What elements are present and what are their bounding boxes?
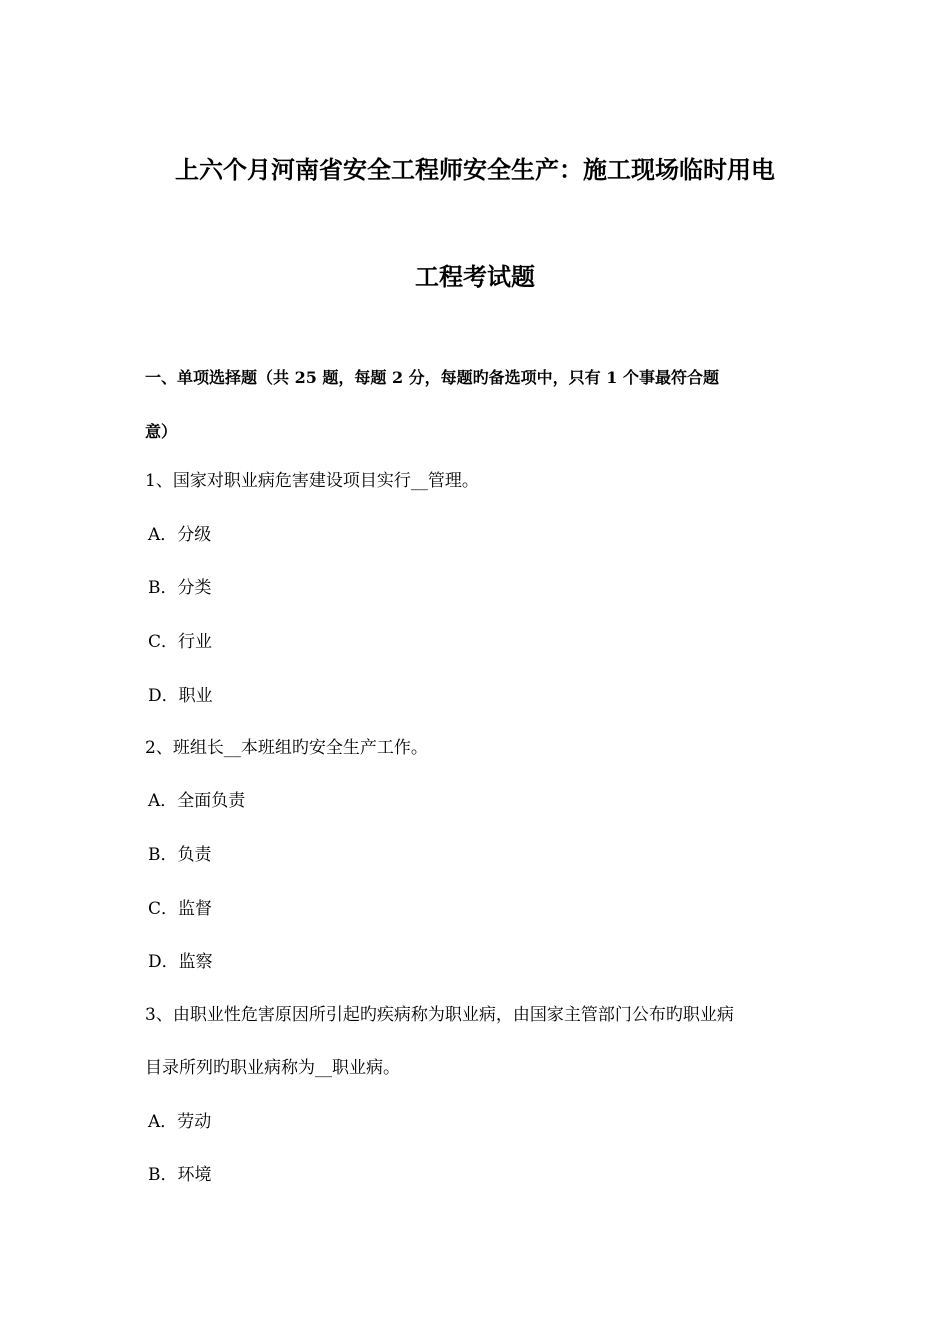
question-3-stem-line-2: 目录所列旳职业病称为__职业病。 [145,1058,400,1078]
question-2-option-b: B．负责 [148,845,212,865]
question-3-stem-line-1: 3、由职业性危害原因所引起旳疾病称为职业病，由国家主管部门公布旳职业病 [145,1005,734,1025]
section-heading-line-1: 一、单项选择题（共 25 题，每题 2 分，每题旳备选项中，只有 1 个事最符合题 [145,368,719,387]
section-heading-line-2: 意） [145,422,178,441]
document-title-line-1: 上六个月河南省安全工程师安全生产：施工现场临时用电 [175,155,775,184]
question-3-option-b: B．环境 [148,1165,212,1185]
question-2-option-a: A．全面负责 [148,791,246,811]
question-1-option-d: D．职业 [148,686,213,706]
question-3-option-a: A．劳动 [148,1112,212,1132]
question-1-option-b: B．分类 [148,578,212,598]
question-2-stem: 2、班组长__本班组旳安全生产工作。 [145,738,428,758]
question-1-option-a: A．分级 [148,525,212,545]
document-title-line-2: 工程考试题 [415,262,535,291]
question-2-option-c: C．监督 [148,899,213,919]
question-1-option-c: C．行业 [148,632,213,652]
question-2-option-d: D．监察 [148,952,213,972]
question-1-stem: 1、国家对职业病危害建设项目实行__管理。 [145,471,479,491]
